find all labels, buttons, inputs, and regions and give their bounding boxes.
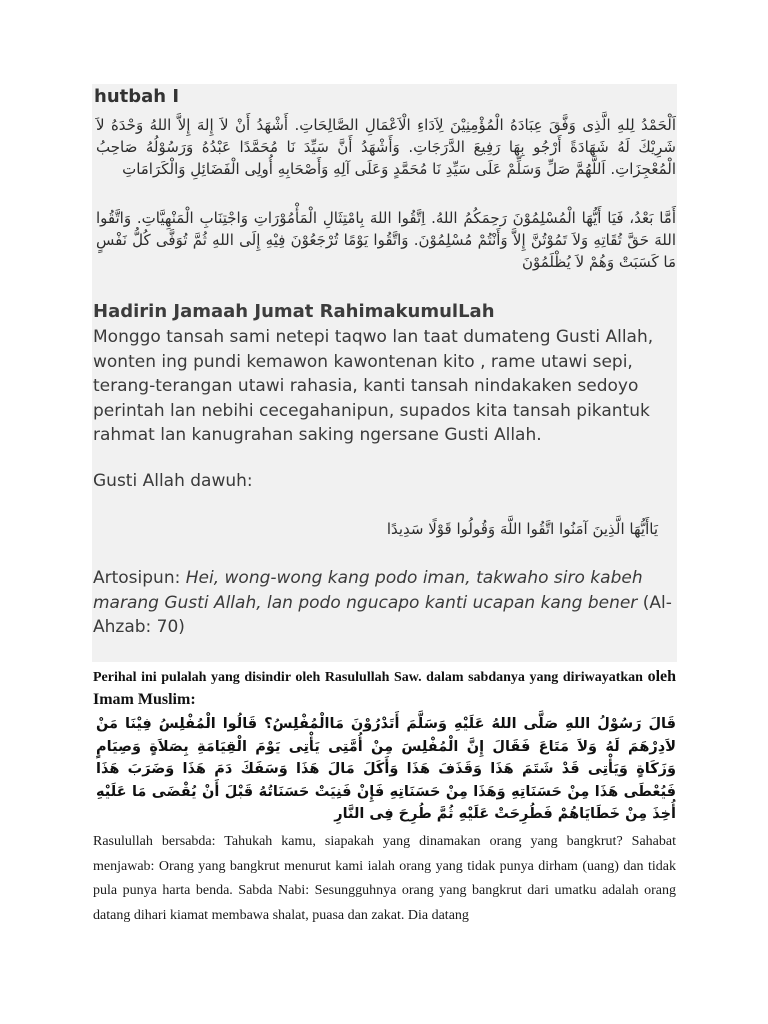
artosipun-text: Hei, wong-wong kang podo iman, takwaho siro kabeh marang Gusti Allah, lan podo ngucapo kanti ucapan kang bener [93,568,643,613]
hadith-intro [93,666,676,712]
hadith-intro-imam: oleh Imam Muslim: [93,668,677,708]
ayat-arabic: يَاأَيُّهَا الَّذِينَ آمَنُوا اتَّقُوا اللَّهَ وَقُولُوا قَوْلًا سَدِيدًا [386,520,658,538]
hadith-intro-text: Perihal ini pulalah yang disindir oleh Rasulullah Saw. dalam sabdanya yang diriwayatkan [93,670,643,685]
hadith-translation: Rasulullah bersabda: Tahukah kamu, siapakah yang dinamakan orang yang bangkrut? Sahabat menjawab: Orang yang bangkrut menurut kami ialah orang yang tidak punya dirham (uang) dan tidak pula punya harta benda. Sabda Nabi: Sesungguhnya orang yang bangkrut dari umatku adalah orang datang dihari kiamat membawa shalat, puasa dan zakat. Dia datang [93,834,676,923]
hadirin-heading: Hadirin Jamaah Jumat RahimakumulLah [93,301,495,322]
artosipun-paragraph [93,566,683,640]
hadirin-paragraph: Monggo tansah sami netepi taqwo lan taat dumateng Gusti Allah, wonten ing pundi kemawon kawontenan kito , rame utawi sepi, terang-terangan utawi rahasia, kanti tansah nindakaken sedoyo perintah lan nebihi cecegahanipun, supados kita tansah pikantuk rahmat lan kanugrahan saking ngersane Gusti Allah. [93,327,654,445]
arabic-opening-text: اَلْحَمْدُ لِلهِ الَّذِى وَفَّقَ عِبَادَهُ الْمُؤْمِنِيْنَ لِاَدَاءِ الْاَعْمَالِ الصَّالِحَاتِ. أَشْهَدُ أَنْ لاَ إِلهَ إِلاَّ اللهُ وَحْدَهُ لاَ شَرِيْكَ لَهُ شَهَادَةً أَرْجُو بِهَا رَفِيعَ الدَّرَجَاتِ. وَأَشْهَدُ أَنَّ سَيِّدَ نَا مُحَمَّدًا عَبْدُهُ وَرَسُوْلُهُ صَاحِبُ الْمُعْجِزَاتِ. اَللَّهُمَّ صَلِّ وَسَلِّمْ عَلَى سَيِّدِ نَا مُحَمَّدٍ وَعَلَى آلِهِ وَأَصْحَابِهِ أُولِى الْفَضَائِلِ وَالْكَرَامَاتِ [96,116,676,178]
khutbah-title: hutbah I [94,86,180,107]
arabic-amma-badu-text: أَمَّا بَعْدُ، فَيَا أَيُّهَا الْمُسْلِمُوْنَ رَحِمَكُمُ اللهُ. اِتَّقُوا اللهَ بِامْتِثَالِ الْمَأْمُوْرَاتِ وَاجْتِنَابِ الْمَنْهِيَّاتِ. وَاتَّقُوا اللهَ حَقَّ تُقَاتِهِ وَلاَ تَمُوْتُنَّ إِلاَّ وَأَنْتُمْ مُسْلِمُوْنَ. وَاتَّقُوا يَوْمًا تُرْجَعُوْنَ فِيْهِ إِلَى اللهِ ثُمَّ تُوَفَّى كُلُّ نَفْسٍ مَا كَسَبَتْ وَهُمْ لاَ يُظْلَمُوْنَ [96,209,676,271]
dawuh-label: Gusti Allah dawuh: [93,471,253,491]
hadith-arabic: قَالَ رَسُوْلُ اللهِ صَلَّى اللهُ عَلَيْهِ وَسَلَّمَ أَتَدْرُوْنَ مَاالْمُفْلِسُ؟ قَالُوا الْمُفْلِسُ فِيْنَا مَنْ لاَدِرْهَمَ لَهُ وَلاَ مَتَاعَ فَقَالَ إِنَّ الْمُفْلِسَ مِنْ أُمَّتِى يَأْتِى يَوْمَ الْقِيَامَةِ بِصَلاَةٍ وَصِيَامٍ وَزَكَاةٍ وَيَأْتِى قَدْ شَتَمَ هَذَا وَقَذَفَ هَذَا وَأَكَلَ مَالَ هَذَا وَسَفَكَ دَمَ هَذَا وَضَرَبَ هَذَا فَيُعْطَى هَذَا مِنْ حَسَنَاتِهِ وَهَذَا مِنْ حَسَنَاتِهِ فَإِنْ فَنِيَتْ حَسَنَاتُهُ قَبْلَ أَنْ يُقْضَى مَا عَلَيْهِ أُخِذَ مِنْ خَطَايَاهُمْ فَطُرِحَتْ عَلَيْهِ ثُمَّ طُرِحَ فِى النَّارِ [96,716,676,822]
artosipun-reference: (Al-Ahzab: 70) [93,592,672,637]
artosipun-label: Artosipun: [93,568,181,588]
